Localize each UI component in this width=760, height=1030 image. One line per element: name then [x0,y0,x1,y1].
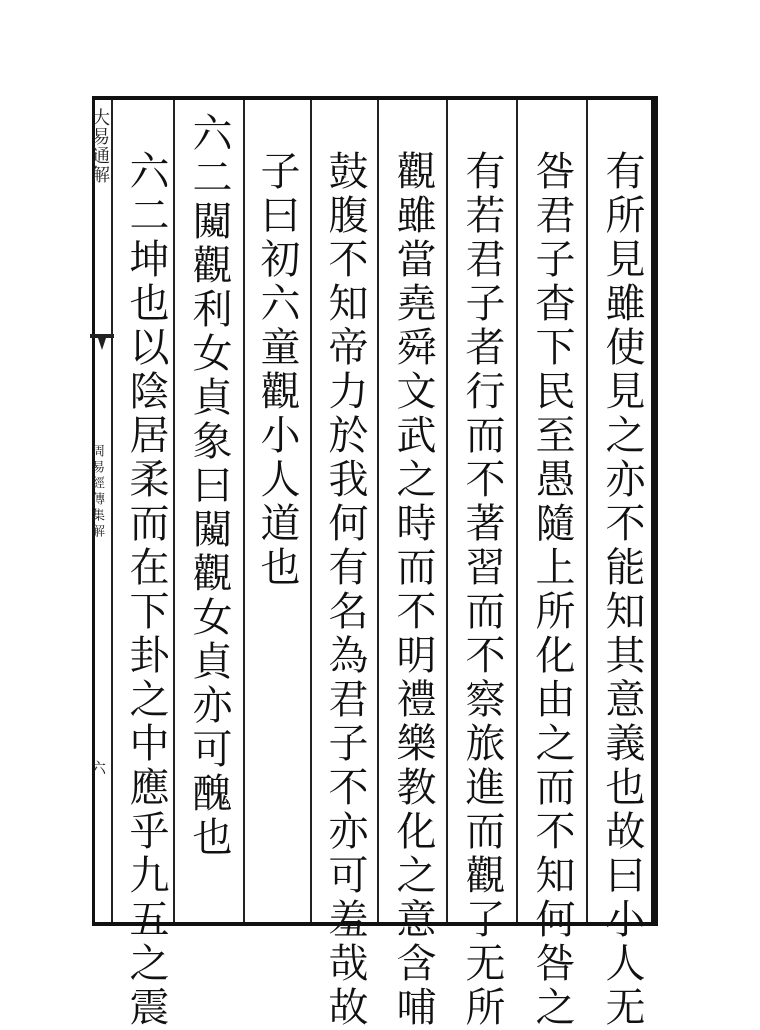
column-rule [310,100,312,922]
column-rule [586,100,588,922]
text-column-7: 六二闚觀利女貞象曰闚觀女貞亦可醜也 [186,112,232,860]
folio-number: 六 [89,760,107,775]
text-column-5: 鼓腹不知帝力於我何有名為君子不亦可羞哉故 [322,150,368,1030]
column-rule [516,100,518,922]
gutter-text: 大易通解 [89,108,110,184]
text-column-8: 六二坤也以陰居柔而在下卦之中應乎九五之震 [123,150,169,1030]
fish-tail-mark-icon [88,330,116,356]
text-column-1: 有所見雖使見之亦不能知其意義也故曰小人无 [599,150,645,1030]
gutter-rule [111,100,113,922]
column-rule [243,100,245,922]
text-column-2: 咎君子杳下民至愚隨上所化由之而不知何咎之 [529,150,575,1030]
text-column-6: 子曰初六童觀小人道也 [254,150,300,590]
text-column-3: 有若君子者行而不著習而不察旅進而觀了无所 [459,150,505,1030]
column-rule [446,100,448,922]
text-column-4: 觀雖當堯舜文武之時而不明禮樂教化之意含哺 [390,150,436,1030]
book-title: 周易經傳集解 [89,444,104,540]
column-rule [377,100,379,922]
